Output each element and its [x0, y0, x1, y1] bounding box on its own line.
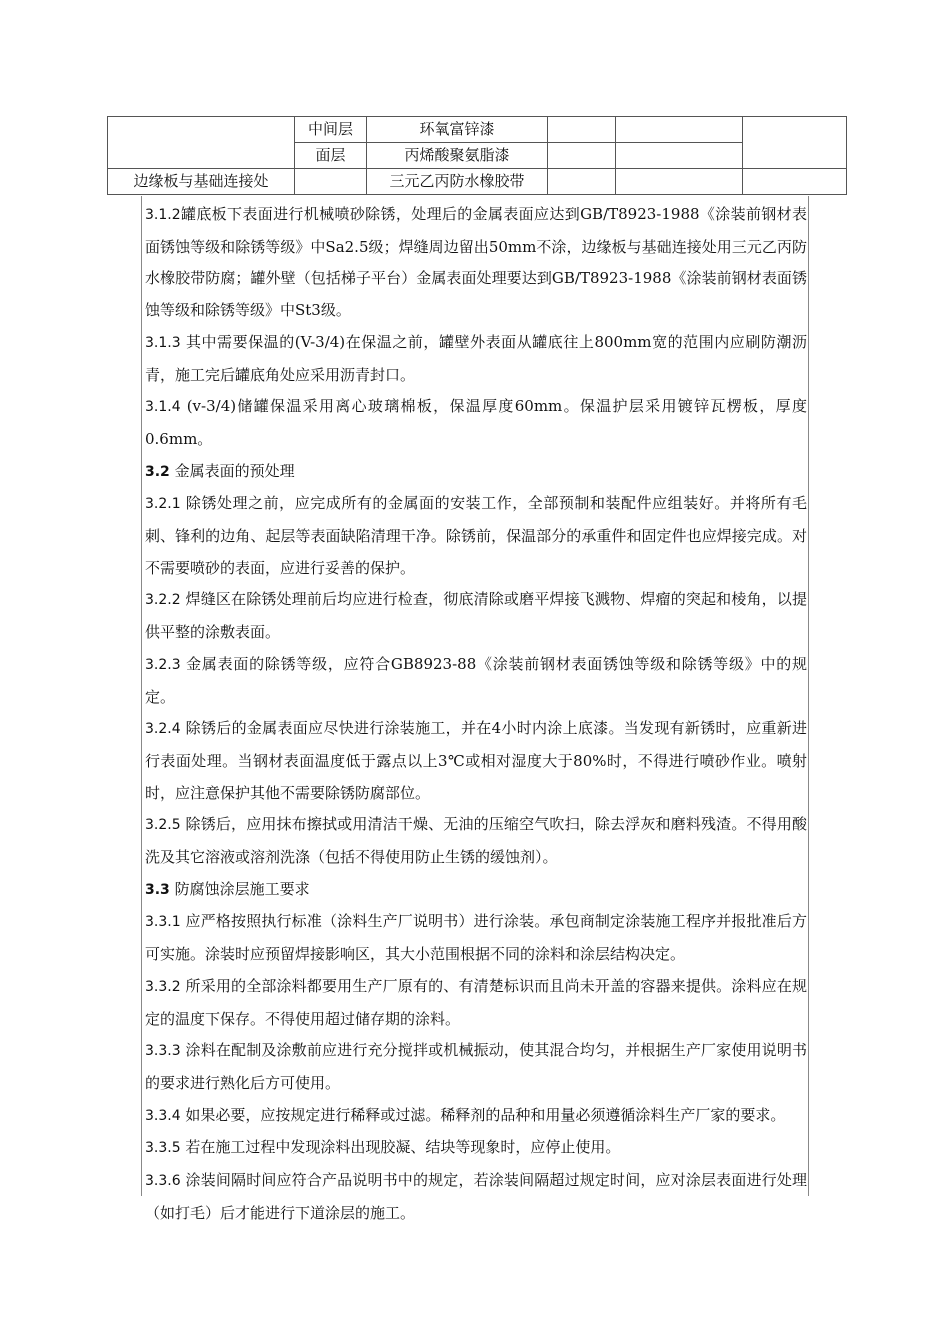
section-number: 3.3.4	[145, 1107, 181, 1124]
table-cell: 中间层	[295, 117, 367, 143]
section-heading-3-2	[145, 456, 807, 489]
section-number: 3.3.3	[145, 1043, 181, 1060]
paragraph-3-3-6	[145, 1165, 807, 1229]
paragraph-3-2-4	[145, 713, 807, 809]
section-title: 金属表面的预处理	[169, 461, 295, 480]
section-number: 3.3.6	[145, 1173, 181, 1190]
paragraph-3-2-2	[145, 584, 807, 648]
table-cell: 边缘板与基础连接处	[108, 169, 295, 195]
paragraph-text: 焊缝区在除锈处理前后均应进行检查，彻底清除或磨平焊接飞溅物、焊瘤的突起和棱角，以提供平整的涂敷表面。	[145, 590, 807, 642]
paragraph-3-1-3	[145, 327, 807, 391]
paragraph-text: (v-3/4)储罐保温采用离心玻璃棉板，保温厚度60mm。保温护层采用镀锌瓦楞板，厚度0.6mm。	[145, 397, 807, 448]
table-cell	[548, 169, 616, 195]
table-cell	[616, 169, 743, 195]
paragraph-3-3-1	[145, 906, 807, 970]
paragraph-3-1-4	[145, 391, 807, 455]
section-number: 3.3.2	[145, 978, 181, 995]
section-number: 3.1.3	[145, 334, 181, 351]
table-cell	[743, 117, 847, 169]
paragraph-3-3-3	[145, 1035, 807, 1099]
paragraph-3-2-3	[145, 649, 807, 713]
paragraph-3-1-2	[145, 199, 807, 327]
paragraph-text: 除锈后，应用抹布擦拭或用清洁干燥、无油的压缩空气吹扫，除去浮灰和磨料残渣。不得用酸洗及其它溶液或溶剂洗涤（包括不得使用防止生锈的缓蚀剂）。	[145, 815, 807, 867]
table-cell	[743, 169, 847, 195]
table-cell: 三元乙丙防水橡胶带	[367, 169, 548, 195]
table-cell	[548, 117, 616, 143]
paragraph-text: 涂料在配制及涂敷前应进行充分搅拌或机械振动，使其混合均匀，并根据生产厂家使用说明书的要求进行熟化后方可使用。	[145, 1041, 807, 1092]
paragraph-text: 所采用的全部涂料都要用生产厂原有的、有清楚标识而且尚未开盖的容器来提供。涂料应在规定的温度下保存。不得使用超过储存期的涂料。	[145, 976, 807, 1028]
paragraph-text: 应严格按照执行标准（涂料生产厂说明书）进行涂装。承包商制定涂装施工程序并报批准后方可实施。涂装时应预留焊接影响区，其大小范围根据不同的涂料和涂层结构决定。	[145, 912, 807, 964]
table-cell	[548, 143, 616, 169]
section-number: 3.1.2	[145, 207, 181, 223]
paragraph-text: 除锈后的金属表面应尽快进行涂装施工，并在4小时内涂上底漆。当发现有新锈时，应重新进行表面处理。当钢材表面温度低于露点以上3℃或相对湿度大于80%时，不得进行喷砂作业。喷射时，应注意保护其他不需要除锈防腐部位。	[145, 719, 807, 802]
section-number: 3.2.4	[145, 721, 181, 738]
paragraph-3-2-5	[145, 809, 807, 873]
coating-table	[107, 116, 847, 195]
table-row	[108, 169, 847, 195]
table-row	[108, 117, 847, 143]
section-number: 3.1.4	[145, 399, 181, 416]
paragraph-text: 涂装间隔时间应符合产品说明书中的规定，若涂装间隔超过规定时间，应对涂层表面进行处理（如打毛）后才能进行下道涂层的施工。	[145, 1171, 807, 1222]
document-body	[145, 199, 807, 1230]
table-cell	[295, 169, 367, 195]
table-cell	[616, 117, 743, 143]
paragraph-text: 罐底板下表面进行机械喷砂除锈，处理后的金属表面应达到GB/T8923-1988《涂装前钢材表面锈蚀等级和除锈等级》中Sa2.5级；焊缝周边留出50mm不涂，边缘板与基础连接处用三元乙丙防水橡胶带防腐；罐外壁（包括梯子平台）金属表面处理要达到GB/T8923-1988《涂装前钢材表面锈蚀等级和除锈等级》中St3级。	[145, 205, 807, 320]
paragraph-text: 若在施工过程中发现涂料出现胶凝、结块等现象时，应停止使用。	[180, 1138, 621, 1157]
paragraph-3-3-2	[145, 971, 807, 1035]
section-heading-3-3	[145, 874, 807, 907]
section-number: 3.2	[145, 463, 170, 480]
paragraph-text: 除锈处理之前，应完成所有的金属面的安装工作，全部预制和装配件应组装好。并将所有毛刺、锋利的边角、起层等表面缺陷清理干净。除锈前，保温部分的承重件和固定件也应焊接完成。对不需要喷砂的表面，应进行妥善的保护。	[145, 494, 807, 577]
section-number: 3.2.3	[145, 656, 181, 673]
paragraph-text: 其中需要保温的(V-3/4)在保温之前，罐壁外表面从罐底往上800mm宽的范围内应刷防潮沥青，施工完后罐底角处应采用沥青封口。	[145, 332, 807, 384]
section-number: 3.2.1	[145, 496, 181, 513]
table-cell: 环氧富锌漆	[367, 117, 548, 143]
section-title: 防腐蚀涂层施工要求	[169, 879, 310, 898]
section-number: 3.2.5	[145, 817, 181, 834]
table-cell	[616, 143, 743, 169]
paragraph-3-3-4	[145, 1100, 807, 1133]
paragraph-text: 金属表面的除锈等级，应符合GB8923-88《涂装前钢材表面锈蚀等级和除锈等级》中的规定。	[145, 654, 807, 706]
table-cell: 丙烯酸聚氨脂漆	[367, 143, 548, 169]
section-number: 3.3	[145, 881, 170, 898]
section-number: 3.3.5	[145, 1140, 181, 1157]
paragraph-3-2-1	[145, 488, 807, 584]
section-number: 3.3.1	[145, 914, 181, 931]
paragraph-text: 如果必要，应按规定进行稀释或过滤。稀释剂的品种和用量必须遵循涂料生产厂家的要求。	[180, 1105, 786, 1124]
table-cell	[108, 117, 295, 169]
paragraph-3-3-5	[145, 1132, 807, 1165]
section-number: 3.2.2	[145, 592, 181, 609]
table-cell: 面层	[295, 143, 367, 169]
